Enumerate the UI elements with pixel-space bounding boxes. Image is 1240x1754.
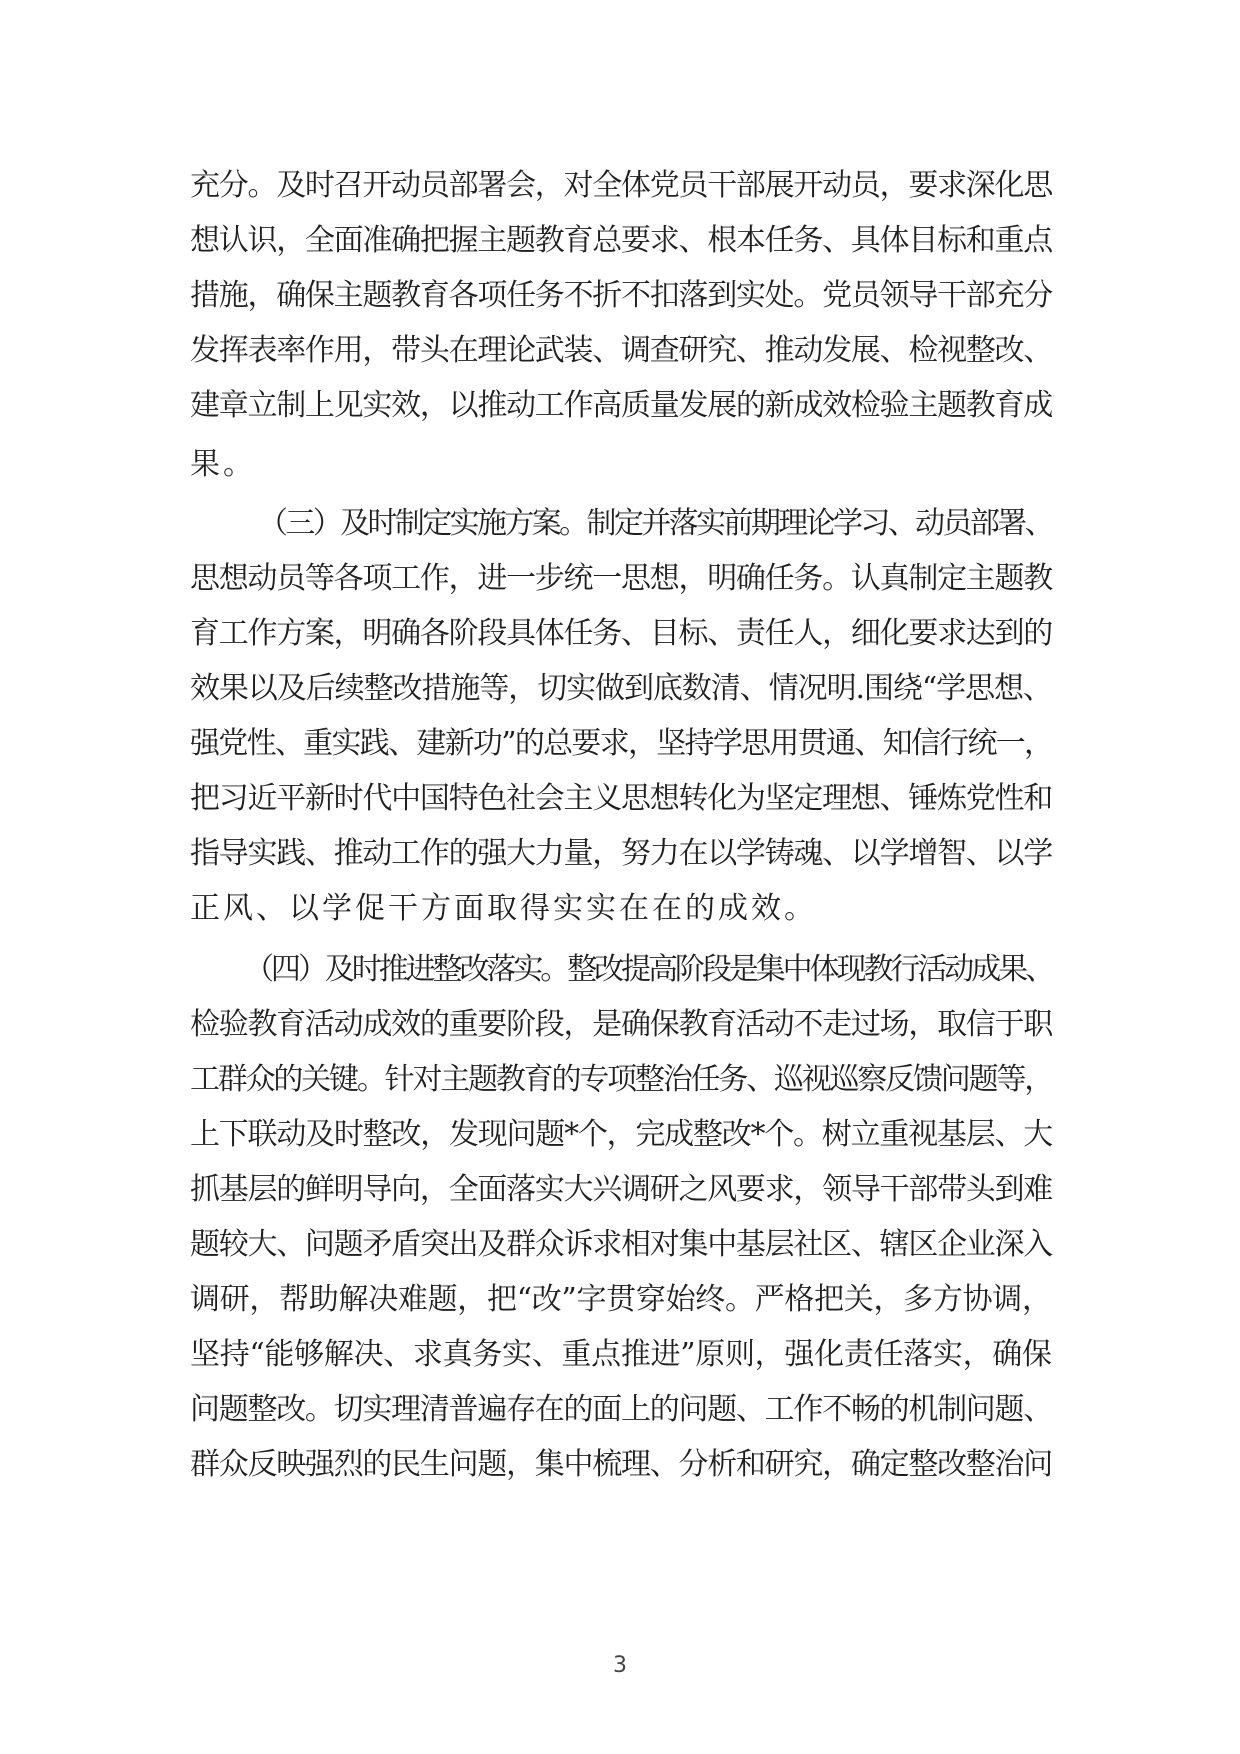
section-heading-line: （四）及时推进整改落实。整改提高阶段是集中体现教行活动成果、 [244, 952, 1052, 987]
text-line: 正风、以学促干方面取得实实在在的成效。 [190, 891, 817, 926]
text-line: 群众反映强烈的民生问题，集中梳理、分析和研究，确定整改整治问 [190, 1447, 1052, 1482]
text-line: 把习近平新时代中国特色社会主义思想转化为坚定理想、锤炼党性和 [190, 781, 1052, 816]
text-line: 强党性、重实践、建新功”的总要求，坚持学思用贯通、知信行统一， [190, 726, 1053, 761]
text-line: 抓基层的鲜明导向，全面落实大兴调研之风要求，领导干部带头到难 [190, 1172, 1052, 1207]
section-heading-line: （三）及时制定实施方案。制定并落实前期理论学习、动员部署、 [258, 506, 1052, 541]
page-number: 3 [613, 1653, 627, 1678]
text-line: 调研，帮助解决难题，把“改”字贯穿始终。严格把关，多方协调， [190, 1282, 1052, 1317]
text-line: 工群众的关键。针对主题教育的专项整治任务、巡视巡察反馈问题等， [190, 1062, 1052, 1097]
text-line: 思想动员等各项工作，进一步统一思想，明确任务。认真制定主题教 [190, 561, 1052, 596]
text-line: 果。 [190, 447, 256, 482]
text-line: 措施，确保主题教育各项任务不折不扣落到实处。党员领导干部充分 [190, 278, 1052, 313]
text-line: 效果以及后续整改措施等，切实做到底数清、情况明.围绕“学思想、 [190, 671, 1052, 706]
text-line: 建章立制上见实效，以推动工作高质量发展的新成效检验主题教育成 [190, 388, 1052, 423]
text-line: 指导实践、推动工作的强大力量，努力在以学铸魂、以学增智、以学 [190, 836, 1052, 871]
text-line: 检验教育活动成效的重要阶段，是确保教育活动不走过场，取信于职 [190, 1007, 1052, 1042]
text-line: 坚持“能够解决、求真务实、重点推进”原则，强化责任落实，确保 [190, 1337, 1052, 1372]
text-line: 想认识，全面准确把握主题教育总要求、根本任务、具体目标和重点 [190, 223, 1052, 258]
text-line: 题较大、问题矛盾突出及群众诉求相对集中基层社区、辖区企业深入 [190, 1227, 1052, 1262]
text-line: 育工作方案，明确各阶段具体任务、目标、责任人，细化要求达到的 [190, 616, 1052, 651]
text-line: 发挥表率作用，带头在理论武装、调查研究、推动发展、检视整改、 [190, 333, 1052, 368]
text-line: 上下联动及时整改，发现问题*个，完成整改*个。树立重视基层、大 [190, 1117, 1052, 1152]
text-line: 充分。及时召开动员部署会，对全体党员干部展开动员，要求深化思 [190, 168, 1052, 203]
text-line: 问题整改。切实理清普遍存在的面上的问题、工作不畅的机制问题、 [190, 1392, 1052, 1427]
